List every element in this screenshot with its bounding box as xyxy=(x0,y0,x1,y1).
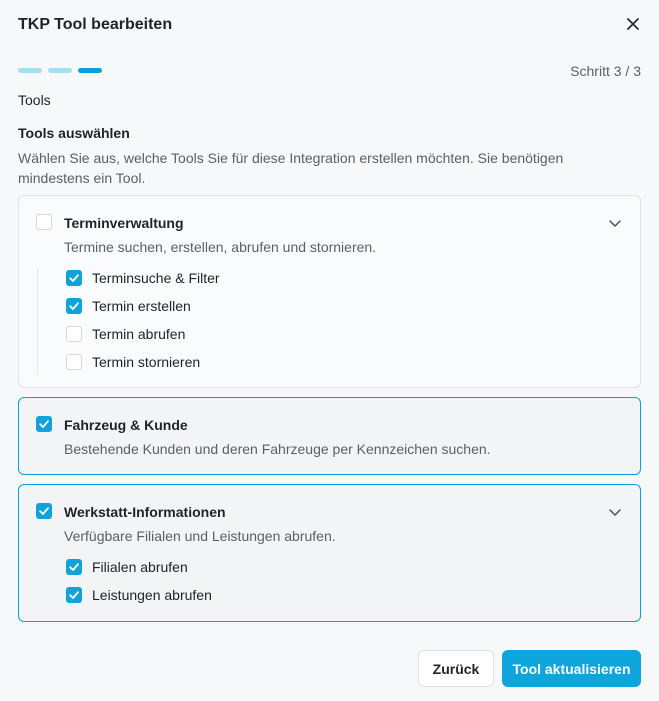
group-name: Werkstatt-Informationen xyxy=(64,504,226,520)
tool-label: Terminsuche & Filter xyxy=(92,270,220,286)
tool-item[interactable] xyxy=(66,298,191,314)
group-checkbox-werkstatt-informationen[interactable] xyxy=(36,503,52,519)
group-checkbox-terminverwaltung[interactable] xyxy=(36,214,52,230)
tool-item[interactable] xyxy=(66,326,185,342)
back-button[interactable]: Zurück xyxy=(418,650,494,687)
tool-label: Termin stornieren xyxy=(92,354,201,370)
tool-label: Leistungen abrufen xyxy=(92,587,212,603)
section-label: Tools xyxy=(18,92,51,108)
tool-label: Termin erstellen xyxy=(92,298,191,314)
tools-select-title: Tools auswählen xyxy=(18,125,130,141)
group-description: Termine suchen, erstellen, abrufen und stornieren. xyxy=(64,239,377,255)
tools-select-description: Wählen Sie aus, welche Tools Sie für diese Integration erstellen möchten. Sie benötigen mindestens ein Tool. xyxy=(18,150,564,186)
step-counter: Schritt 3 / 3 xyxy=(570,63,641,79)
tool-group-terminverwaltung xyxy=(18,195,641,388)
tool-item[interactable] xyxy=(66,559,188,575)
progress-step-2 xyxy=(48,68,72,73)
close-icon[interactable] xyxy=(623,14,643,34)
tool-checkbox[interactable] xyxy=(66,559,82,575)
tool-checkbox[interactable] xyxy=(66,354,82,370)
tree-line xyxy=(37,268,38,374)
group-name: Fahrzeug & Kunde xyxy=(64,417,188,433)
progress-step-3 xyxy=(78,68,102,73)
group-description: Verfügbare Filialen und Leistungen abrufen. xyxy=(64,528,336,544)
progress-indicator xyxy=(18,68,102,73)
group-checkbox-fahrzeug-kunde[interactable] xyxy=(36,416,52,432)
group-name: Terminverwaltung xyxy=(64,215,184,231)
tool-checkbox[interactable] xyxy=(66,326,82,342)
chevron-down-icon[interactable] xyxy=(608,505,622,519)
group-description: Bestehende Kunden und deren Fahrzeuge per Kennzeichen suchen. xyxy=(64,441,491,457)
tool-checkbox[interactable] xyxy=(66,587,82,603)
tool-checkbox[interactable] xyxy=(66,270,82,286)
tool-item[interactable] xyxy=(66,354,200,370)
progress-step-1 xyxy=(18,68,42,73)
chevron-down-icon[interactable] xyxy=(608,216,622,230)
tool-label: Termin abrufen xyxy=(92,326,186,342)
tool-checkbox[interactable] xyxy=(66,298,82,314)
update-tool-button[interactable]: Tool aktualisieren xyxy=(502,650,641,687)
dialog-title: TKP Tool bearbeiten xyxy=(18,16,173,33)
tool-group-fahrzeug-kunde[interactable] xyxy=(18,397,641,475)
tool-item[interactable] xyxy=(66,587,212,603)
tool-label: Filialen abrufen xyxy=(92,559,188,575)
tool-group-werkstatt-informationen[interactable] xyxy=(18,484,641,622)
tool-item[interactable] xyxy=(66,270,220,286)
